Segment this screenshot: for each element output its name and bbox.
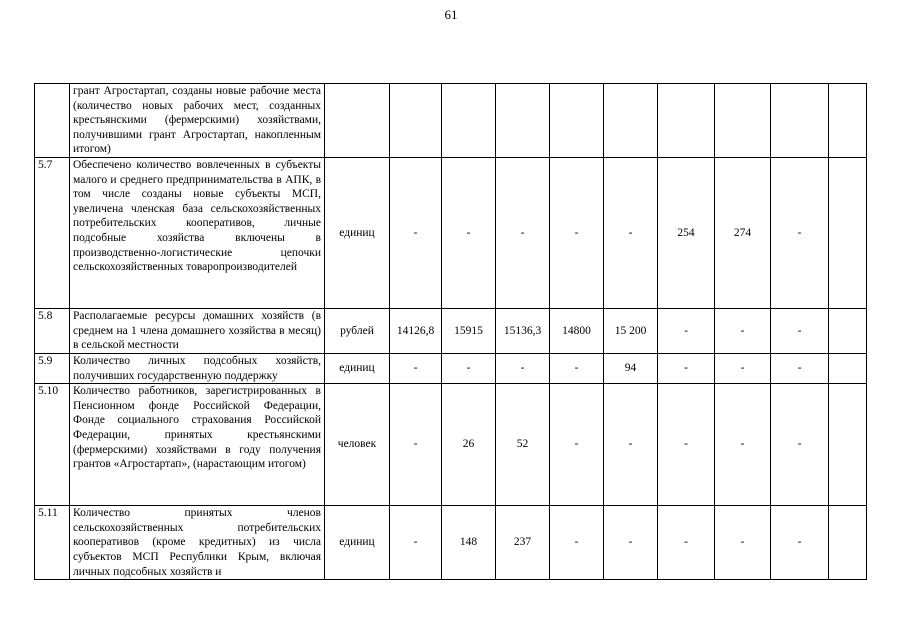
value-cell: - [390,157,442,308]
row-number: 5.11 [35,506,70,580]
value-cell: - [550,506,604,580]
indicator-description: Обеспечено количество вовлеченных в субъекты малого и среднего предпринимательства в АПК, в том числе созданы новые субъекты МСП, увеличена членская база сельскохозяйственных потребительских кооперативов, личные подсобные хозяйства включены в производственно-логистические цепочки сельскохозяйственных товаропроизводителей [70,157,325,308]
value-cell: - [604,157,658,308]
value-cell: - [550,384,604,506]
value-cell [550,84,604,158]
value-cell: 15136,3 [496,308,550,353]
indicator-description: Количество работников, зарегистрированных в Пенсионном фонде Российской Федерации, Фонде социального страхования Российской Федерации, принятых крестьянскими (фермерскими) хозяйствами в году получения грантов «Агростартап», (нарастающим итогом) [70,384,325,506]
value-cell: - [658,506,715,580]
value-cell [829,353,867,383]
row-number [35,84,70,158]
value-cell: - [658,308,715,353]
value-cell: - [604,384,658,506]
value-cell: - [550,157,604,308]
row-number: 5.10 [35,384,70,506]
row-number: 5.9 [35,353,70,383]
value-cell: - [771,308,829,353]
indicator-description: грант Агростартап, созданы новые рабочие места (количество новых рабочих мест, созданных крестьянскими (фермерскими) хозяйствами, получившими грант Агростартап, накопленным итогом) [70,84,325,158]
table-row [35,84,867,158]
row-number: 5.7 [35,157,70,308]
value-cell [829,308,867,353]
value-cell: 15 200 [604,308,658,353]
value-cell: - [390,353,442,383]
indicator-description: Располагаемые ресурсы домашних хозяйств (в среднем на 1 члена домашнего хозяйства в месяц) в сельской местности [70,308,325,353]
value-cell: - [715,308,771,353]
value-cell: - [715,506,771,580]
value-cell: 274 [715,157,771,308]
unit-cell [325,84,390,158]
value-cell [829,157,867,308]
value-cell [390,84,442,158]
value-cell [771,84,829,158]
value-cell: 148 [442,506,496,580]
value-cell: - [442,353,496,383]
indicators-table [34,83,867,580]
value-cell: - [771,506,829,580]
page-number: 61 [444,7,458,22]
value-cell: - [390,506,442,580]
value-cell: - [550,353,604,383]
value-cell [715,84,771,158]
value-cell: 52 [496,384,550,506]
value-cell: - [442,157,496,308]
indicator-description: Количество личных подсобных хозяйств, получивших государственную поддержку [70,353,325,383]
value-cell: - [390,384,442,506]
value-cell: - [496,353,550,383]
value-cell [829,506,867,580]
value-cell: - [771,157,829,308]
table-row [35,308,867,353]
value-cell [496,84,550,158]
value-cell [829,384,867,506]
value-cell [658,84,715,158]
value-cell: 94 [604,353,658,383]
unit-cell: рублей [325,308,390,353]
unit-cell: единиц [325,157,390,308]
value-cell [442,84,496,158]
unit-cell: единиц [325,353,390,383]
value-cell: 26 [442,384,496,506]
unit-cell: человек [325,384,390,506]
table-row [35,384,867,506]
value-cell: - [715,384,771,506]
row-number: 5.8 [35,308,70,353]
table-row [35,506,867,580]
table-row [35,157,867,308]
value-cell: - [658,353,715,383]
value-cell: 14800 [550,308,604,353]
value-cell: 15915 [442,308,496,353]
value-cell: - [771,384,829,506]
value-cell: - [715,353,771,383]
indicator-description: Количество принятых членов сельскохозяйственных потребительских кооперативов (кроме кредитных) из числа субъектов МСП Республики Крым, включая личных подсобных хозяйств и [70,506,325,580]
table-row [35,353,867,383]
value-cell: 254 [658,157,715,308]
value-cell: - [658,384,715,506]
value-cell [829,84,867,158]
value-cell: 14126,8 [390,308,442,353]
value-cell: - [604,506,658,580]
value-cell [604,84,658,158]
value-cell: 237 [496,506,550,580]
value-cell: - [496,157,550,308]
unit-cell: единиц [325,506,390,580]
value-cell: - [771,353,829,383]
